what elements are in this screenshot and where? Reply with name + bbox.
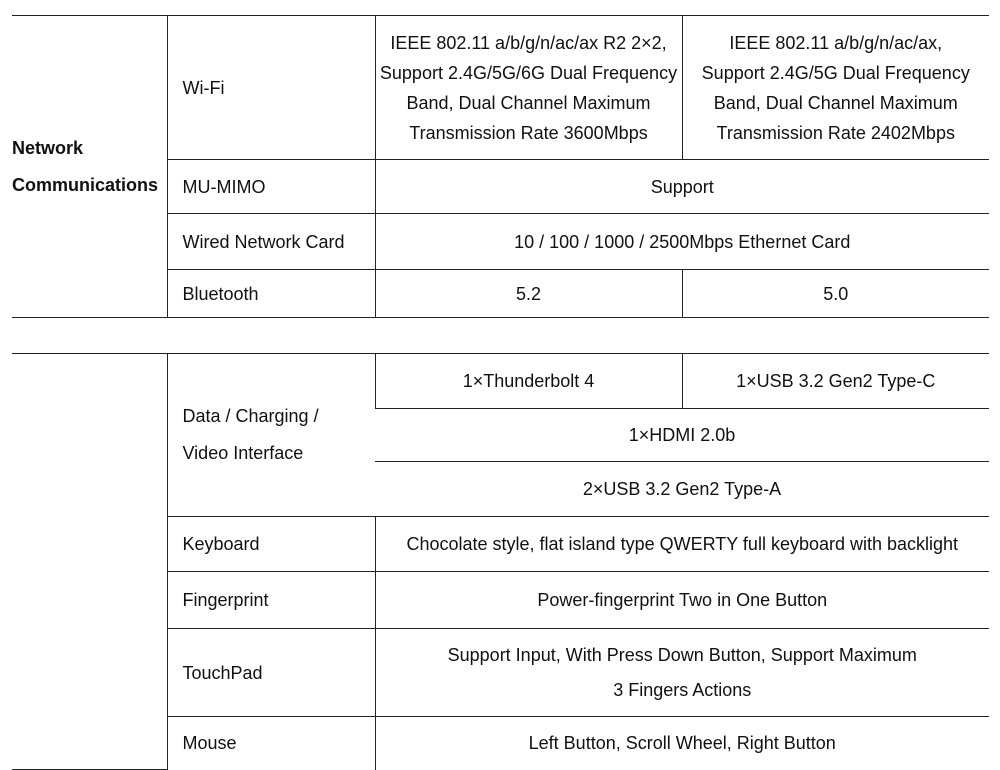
mumimo-label: MU-MIMO <box>167 160 375 214</box>
bluetooth-value-b: 5.0 <box>682 270 989 318</box>
thunderbolt-value: 1×Thunderbolt 4 <box>375 354 682 409</box>
wired-network-value: 10 / 100 / 1000 / 2500Mbps Ethernet Card <box>375 214 989 270</box>
text-line: Band, Dual Channel Maximum <box>713 92 958 113</box>
fingerprint-label: Fingerprint <box>167 572 375 629</box>
group-label-line: Network <box>12 137 84 158</box>
mouse-label: Mouse <box>182 733 237 754</box>
text-line: IEEE 802.11 a/b/g/n/ac/ax R2 2×2, <box>390 32 667 53</box>
network-spec-table <box>12 15 989 318</box>
mouse-value: Left Button, Scroll Wheel, Right Button <box>375 717 989 770</box>
text-line: Support 2.4G/5G Dual Frequency <box>701 62 970 83</box>
usb-a-value: 2×USB 3.2 Gen2 Type-A <box>375 462 989 517</box>
keyboard-label: Keyboard <box>167 517 375 572</box>
mumimo-value: Support <box>375 160 989 214</box>
hdmi-value: 1×HDMI 2.0b <box>375 409 989 462</box>
io-group-label <box>12 354 167 770</box>
fingerprint-value: Power-fingerprint Two in One Button <box>375 572 989 629</box>
wifi-value-a <box>375 16 682 160</box>
text-line: 3 Fingers Actions <box>613 679 752 700</box>
group-label-line: Communications <box>12 174 159 195</box>
text-line: Video Interface <box>182 443 304 463</box>
wifi-label: Wi-Fi <box>167 16 375 160</box>
text-line: Support Input, With Press Down Button, Support Maximum <box>447 644 917 665</box>
wifi-value-b <box>682 16 989 160</box>
table-row <box>12 16 989 160</box>
interface-label <box>167 354 375 517</box>
text-line: Band, Dual Channel Maximum <box>406 92 651 113</box>
touchpad-label: TouchPad <box>167 629 375 717</box>
keyboard-value: Chocolate style, flat island type QWERTY full keyboard with backlight <box>375 517 989 572</box>
io-spec-table <box>12 353 989 770</box>
text-line: Transmission Rate 3600Mbps <box>409 122 648 143</box>
touchpad-value <box>375 629 989 717</box>
text-line: Data / Charging / <box>182 406 319 426</box>
text-line: IEEE 802.11 a/b/g/n/ac/ax, <box>729 32 943 53</box>
usb-c-value: 1×USB 3.2 Gen2 Type-C <box>682 354 989 409</box>
network-group-label <box>12 16 167 318</box>
wired-network-label: Wired Network Card <box>167 214 375 270</box>
bluetooth-label: Bluetooth <box>167 270 375 318</box>
text-line: Support 2.4G/5G/6G Dual Frequency <box>379 62 678 83</box>
bluetooth-value-a: 5.2 <box>375 270 682 318</box>
text-line: Transmission Rate 2402Mbps <box>716 122 955 143</box>
table-row <box>12 354 989 409</box>
